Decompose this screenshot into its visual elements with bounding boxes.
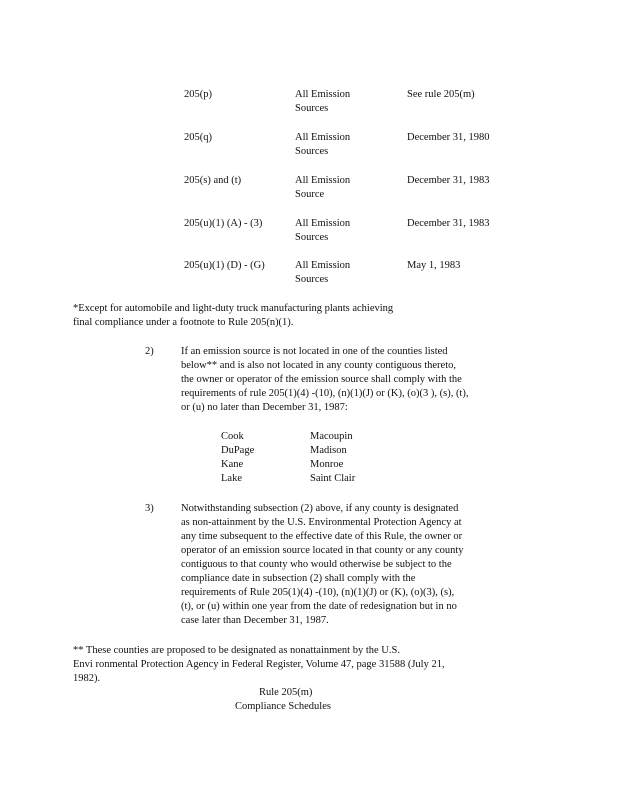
schedule-sources-line: All Emission	[295, 218, 351, 229]
footnote-line: *Except for automobile and light-duty truck manufacturing plants achieving	[73, 303, 394, 314]
county-name: Monroe	[310, 459, 344, 470]
footnote-line: 1982).	[73, 673, 101, 684]
county-list-left	[221, 430, 254, 486]
paragraph-line: contiguous to that county who would otherwise be subject to the	[181, 559, 452, 570]
footnote-line: final compliance under a footnote to Rule 205(n)(1).	[73, 317, 294, 328]
schedule-date: December 31, 1983	[407, 218, 490, 229]
schedule-sources-line: Sources	[295, 274, 329, 285]
paragraph-line: or (u) no later than December 31, 1987:	[181, 402, 348, 413]
paragraph-3-body	[181, 502, 464, 628]
schedule-rule: 205(u)(1) (A) - (3)	[184, 218, 263, 229]
paragraph-line: the owner or operator of the emission source shall comply with the	[181, 374, 462, 385]
paragraph-number: 2)	[145, 346, 154, 357]
schedule-rule: 205(s) and (t)	[184, 175, 242, 186]
paragraph-line: requirements of rule 205(1)(4) -(10), (n)(1)(J) or (K), (o)(3 ), (s), (t),	[181, 388, 469, 399]
paragraph-line: case later than December 31, 1987.	[181, 615, 329, 626]
schedule-sources-line: Sources	[295, 146, 329, 157]
footnote-star	[73, 302, 393, 330]
schedule-sources-line: All Emission	[295, 132, 351, 143]
schedule-rule: 205(u)(1) (D) - (G)	[184, 260, 265, 271]
paragraph-2-body	[181, 345, 468, 415]
paragraph-line: Notwithstanding subsection (2) above, if any county is designated	[181, 503, 459, 514]
paragraph-line: operator of an emission source located in that county or any county	[181, 545, 464, 556]
paragraph-line: requirements of Rule 205(1)(4) -(10), (n)(1)(J) or (K), (o)(3), (s),	[181, 587, 455, 598]
county-name: Saint Clair	[310, 473, 356, 484]
rule-subheading: Compliance Schedules	[235, 701, 331, 712]
footnote-line: Envi ronmental Protection Agency in Federal Register, Volume 47, page 31588 (July 21,	[73, 659, 445, 670]
paragraph-line: compliance date in subsection (2) shall comply with the	[181, 573, 416, 584]
paragraph-number: 3)	[145, 503, 154, 514]
paragraph-line: (t), or (u) within one year from the date of redesignation but in no	[181, 601, 457, 612]
paragraph-line: If an emission source is not located in one of the counties listed	[181, 346, 448, 357]
schedule-date: See rule 205(m)	[407, 89, 475, 100]
schedule-rule: 205(p)	[184, 89, 212, 100]
schedule-sources-line: All Emission	[295, 175, 351, 186]
schedule-rule: 205(q)	[184, 132, 212, 143]
footnote-double-star	[73, 644, 445, 686]
county-name: Madison	[310, 445, 347, 456]
schedule-sources-line: Sources	[295, 103, 329, 114]
county-name: Macoupin	[310, 431, 353, 442]
county-name: Lake	[221, 473, 242, 484]
county-name: Cook	[221, 431, 244, 442]
schedule-date: December 31, 1980	[407, 132, 490, 143]
county-name: DuPage	[221, 445, 255, 456]
schedule-sources-line: Sources	[295, 232, 329, 243]
paragraph-line: as non-attainment by the U.S. Environmental Protection Agency at	[181, 517, 462, 528]
rule-heading: Rule 205(m)	[259, 687, 313, 698]
schedule-sources-line: Source	[295, 189, 325, 200]
schedule-date: May 1, 1983	[407, 260, 461, 271]
paragraph-line: below** and is also not located in any county contiguous thereto,	[181, 360, 456, 371]
schedule-date: December 31, 1983	[407, 175, 490, 186]
county-name: Kane	[221, 459, 244, 470]
schedule-sources-line: All Emission	[295, 260, 351, 271]
county-list-right	[310, 430, 355, 486]
footnote-line: ** These counties are proposed to be designated as nonattainment by the U.S.	[73, 645, 400, 656]
schedule-sources-line: All Emission	[295, 89, 351, 100]
paragraph-line: any time subsequent to the effective date of this Rule, the owner or	[181, 531, 463, 542]
